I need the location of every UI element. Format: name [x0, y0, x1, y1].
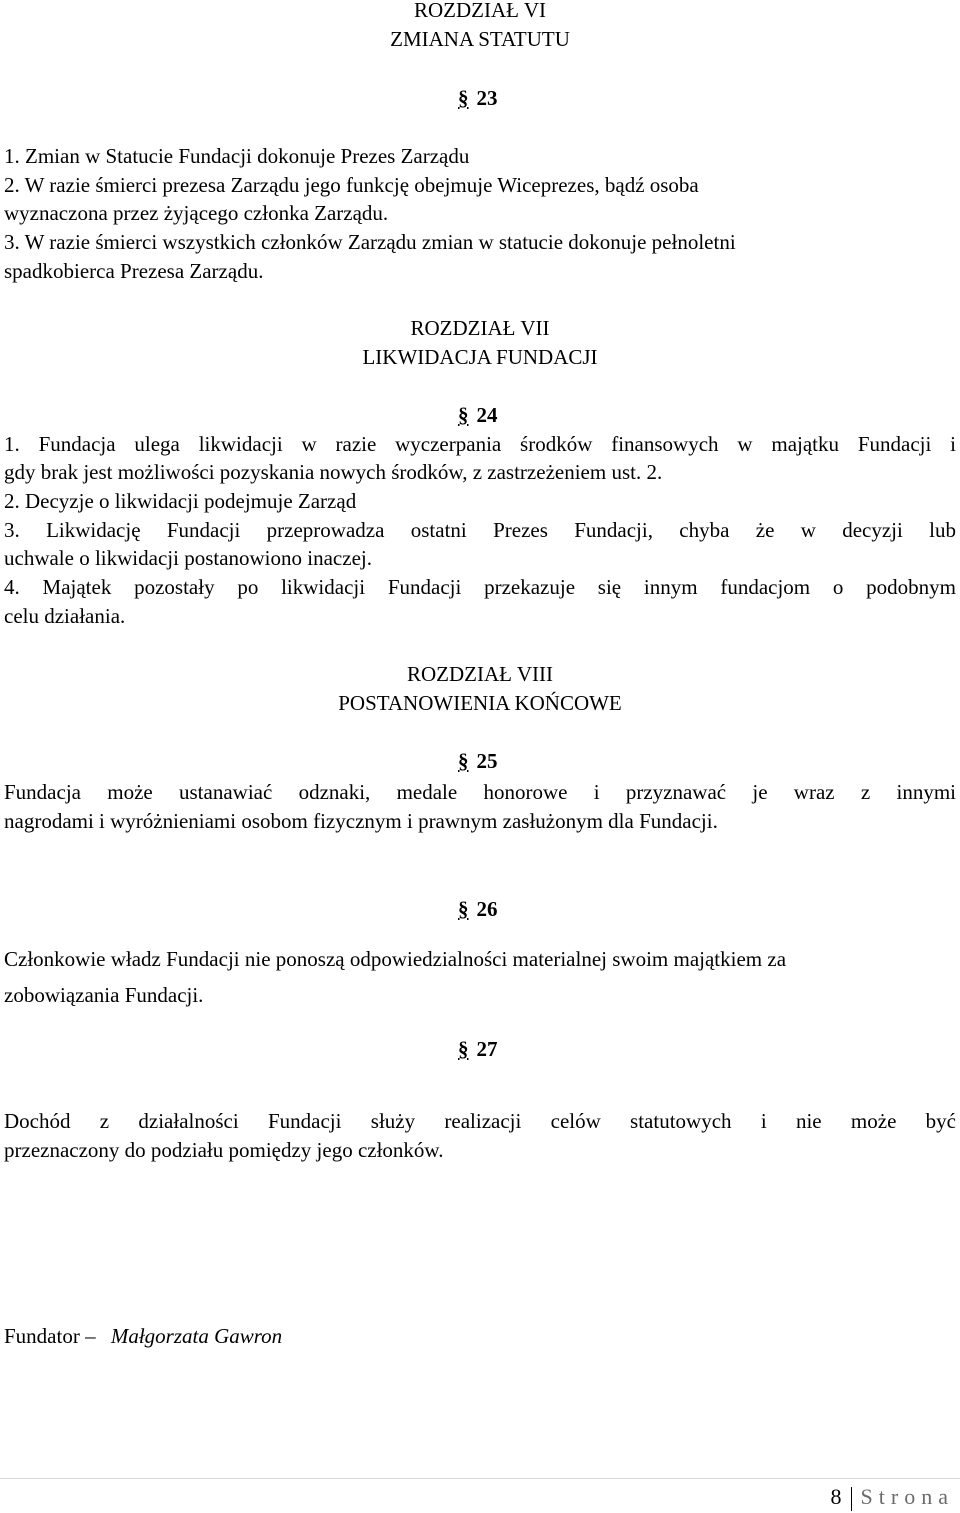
ch7-line-6: 4. Majątek pozostały po likwidacji Fundacji przekazuje się innym fundacjom o podobnym	[4, 575, 956, 599]
ch7-line-7: celu działania.	[4, 604, 126, 628]
page-footer	[831, 1484, 954, 1511]
chapter-viii-subtitle: POSTANOWIENIA KOŃCOWE	[338, 691, 622, 715]
section-symbol: §	[458, 897, 469, 921]
section-24-heading	[458, 403, 498, 428]
chapter-vi-subtitle: ZMIANA STATUTU	[390, 27, 570, 51]
ch7-line-2: gdy brak jest możliwości pozyskania nowych środków, z zastrzeżeniem ust. 2.	[4, 460, 663, 484]
section-number: 23	[476, 86, 498, 110]
chapter-viii-title: ROZDZIAŁ VIII	[407, 662, 553, 686]
s26-line-1: Członkowie władz Fundacji nie ponoszą odpowiedzialności materialnej swoim majątkiem za	[4, 947, 787, 971]
ch7-line-1: 1. Fundacja ulega likwidacji w razie wyczerpania środków finansowych w majątku Fundacji i	[4, 432, 956, 456]
section-symbol: §	[458, 1037, 469, 1061]
ch6-line-5: spadkobierca Prezesa Zarządu.	[4, 259, 264, 283]
section-number: 27	[476, 1037, 498, 1061]
ch7-line-3: 2. Decyzje o likwidacji podejmuje Zarząd	[4, 489, 357, 513]
section-number: 25	[476, 749, 498, 773]
ch6-line-2: 2. W razie śmierci prezesa Zarządu jego funkcję obejmuje Wiceprezes, bądź osoba	[4, 173, 699, 197]
s25-line-1: Fundacja może ustanawiać odznaki, medale honorowe i przyznawać je wraz z innymi	[4, 780, 956, 804]
signature-line	[4, 1324, 282, 1349]
s27-line-2: przeznaczony do podziału pomiędzy jego członków.	[4, 1138, 444, 1162]
page-number: 8	[830, 1484, 842, 1509]
ch7-line-5: uchwale o likwidacji postanowiono inaczej.	[4, 546, 372, 570]
section-symbol: §	[458, 86, 469, 110]
footer-separator	[851, 1487, 852, 1511]
section-23-heading	[458, 86, 498, 111]
ch7-line-4: 3. Likwidację Fundacji przeprowadza ostatni Prezes Fundacji, chyba że w decyzji lub	[4, 518, 956, 542]
section-number: 26	[476, 897, 498, 921]
chapter-vi-title: ROZDZIAŁ VI	[413, 0, 546, 22]
section-25-heading	[458, 749, 498, 774]
footer-divider	[0, 1478, 960, 1479]
s26-line-2: zobowiązania Fundacji.	[4, 983, 204, 1007]
page-label: Strona	[860, 1484, 954, 1509]
ch6-line-4: 3. W razie śmierci wszystkich członków Zarządu zmian w statucie dokonuje pełnoletni	[4, 230, 736, 254]
section-26-heading	[458, 897, 498, 922]
s25-line-2: nagrodami i wyróżnieniami osobom fizycznym i prawnym zasłużonym dla Fundacji.	[4, 809, 718, 833]
section-27-heading	[458, 1037, 498, 1062]
section-symbol: §	[458, 749, 469, 773]
ch6-line-1: 1. Zmian w Statucie Fundacji dokonuje Prezes Zarządu	[4, 144, 470, 168]
signature-label: Fundator –	[4, 1324, 96, 1348]
chapter-vii-subtitle: LIKWIDACJA FUNDACJI	[362, 345, 598, 369]
s27-line-1: Dochód z działalności Fundacji służy realizacji celów statutowych i nie może być	[4, 1109, 956, 1133]
chapter-vii-title: ROZDZIAŁ VII	[410, 316, 550, 340]
section-number: 24	[476, 403, 498, 427]
ch6-line-3: wyznaczona przez żyjącego członka Zarządu.	[4, 201, 389, 225]
signature-name: Małgorzata Gawron	[110, 1324, 283, 1348]
section-symbol: §	[458, 403, 469, 427]
